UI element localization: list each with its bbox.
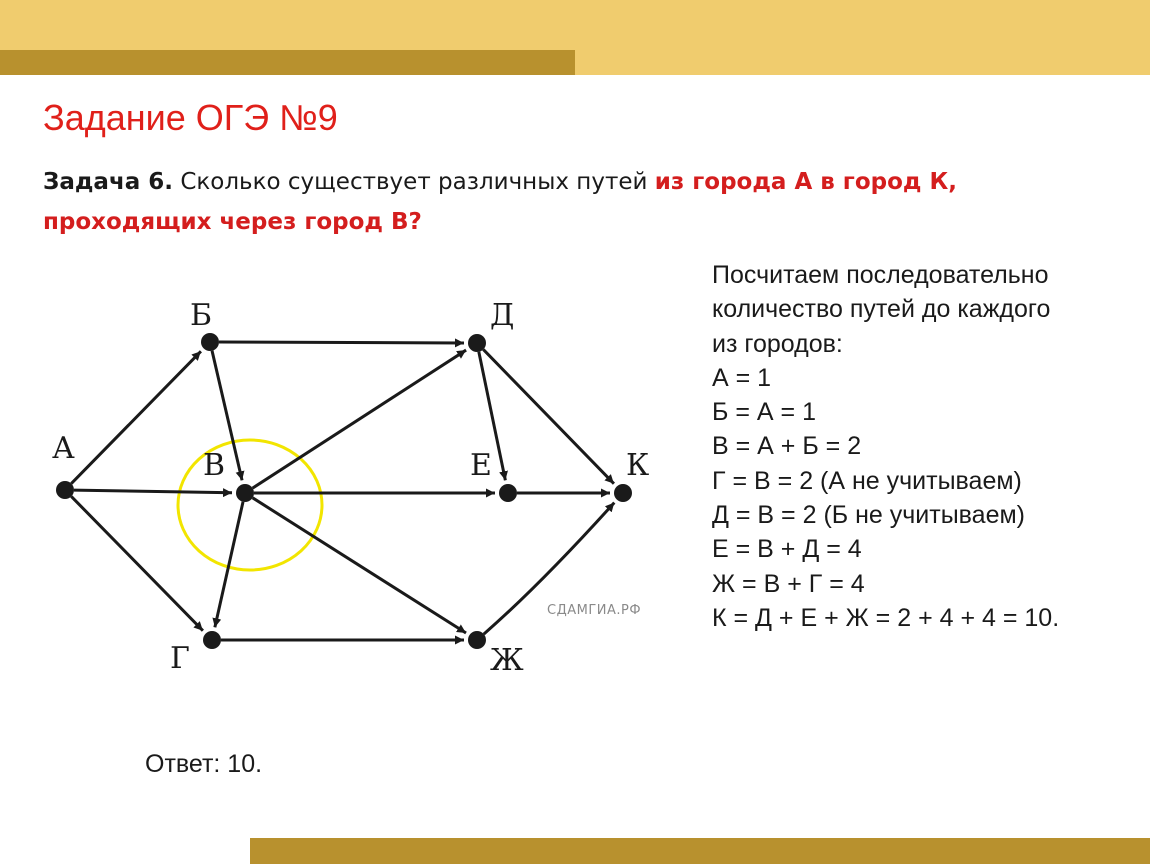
explanation-line: Б = А = 1 [712,398,816,427]
node-label-g: Г [170,641,190,676]
explanation-block [712,258,1142,635]
edges-layer [71,342,614,640]
node-g [203,631,221,649]
node-e [499,484,517,502]
explanation-line: количество путей до каждого [712,295,1051,324]
explanation-line: из городов: [712,329,843,358]
edge-v-zh [253,498,466,633]
node-zh [468,631,486,649]
labels-layer [52,298,649,678]
node-d [468,334,486,352]
explanation-line: А = 1 [712,363,772,392]
problem-text: Сколько существует различных путей [180,169,648,195]
bottom-band [250,838,1150,864]
slide-title: Задание ОГЭ №9 [43,97,338,138]
problem-highlight: из города А в город К, проходящих через город В? [43,169,958,235]
edge-a-g [71,496,203,630]
node-label-v: В [203,448,226,483]
explanation-line: Г = В = 2 (А не учитываем) [712,466,1022,495]
edge-b-d [219,342,464,343]
node-label-e: Е [470,448,492,483]
problem-label: Задача 6. [43,169,174,195]
explanation-line: Посчитаем последовательно [712,261,1049,289]
edge-a-b [71,351,201,483]
node-label-zh: Ж [490,643,524,678]
explanation-line: Д = В = 2 (Б не учитываем) [712,501,1026,530]
edge-v-d [253,350,467,488]
node-label-a: А [52,431,75,466]
explanation-line: К = Д + Е + Ж = 2 + 4 + 4 = 10. [712,603,1060,632]
node-label-d: Д [490,298,515,333]
node-label-b: Б [190,298,213,333]
answer: Ответ: 10. [145,750,263,778]
node-a [56,481,74,499]
node-v [236,484,254,502]
highlight-circle [178,440,322,570]
explanation-line: Е = В + Д = 4 [712,535,862,564]
node-k [614,484,632,502]
explanation-line: Ж = В + Г = 4 [712,569,865,598]
node-label-k: К [626,448,650,483]
watermark: СДАМГИА.РФ [547,603,642,618]
node-b [201,333,219,351]
edge-a-v [74,490,232,493]
explanation-line: В = А + Б = 2 [712,432,862,461]
